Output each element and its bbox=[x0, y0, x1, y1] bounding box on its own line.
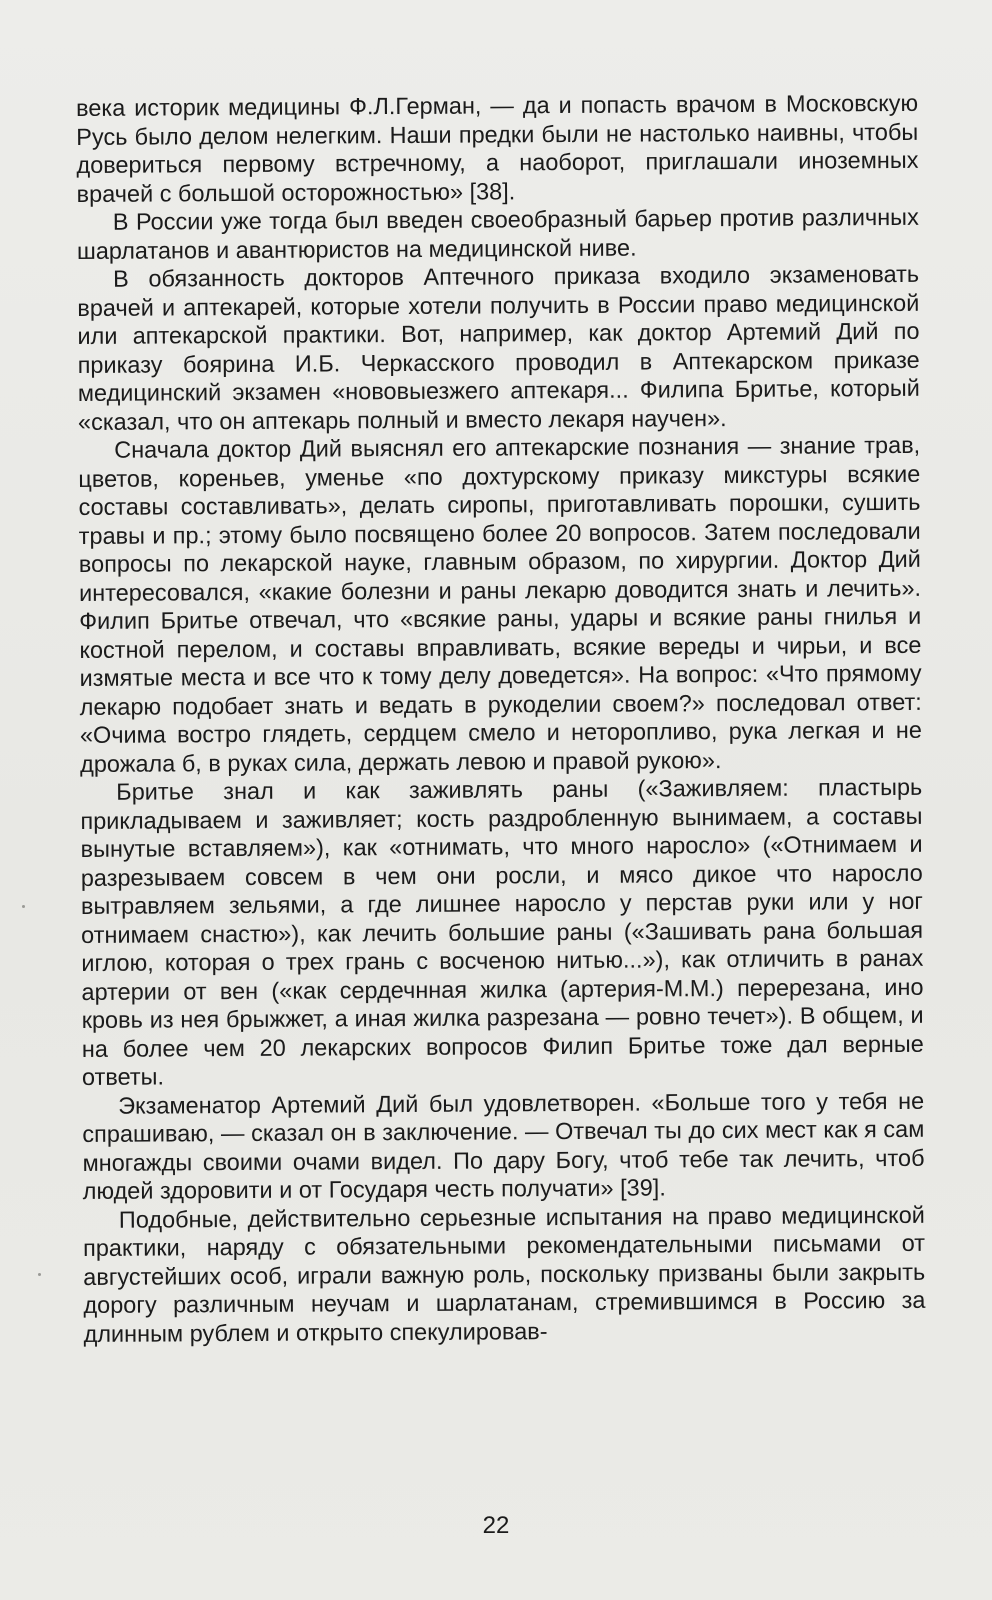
paragraph-1: века историк медицины Ф.Л.Герман, — да и попасть врачом в Московскую Русь было делом нелегким. Наши предки были не настолько наивны, чтобы довериться первому встречному, а наоборот, приглашали иноземных врачей с большой осторожностью» [38]. bbox=[76, 89, 919, 207]
scan-speck bbox=[22, 905, 25, 908]
paragraph-7: Подобные, действительно серьезные испытания на право медицинской практики, наряду с обязательными рекомендательными письмами от августейших особ, играли важную роль, поскольку призваны были закрыть дорогу различным неучам и шарлатанам, стремившимся в Россию за длинным рублем и открыто спекулировав- bbox=[82, 1201, 926, 1347]
text-column bbox=[76, 89, 926, 1348]
scan-speck bbox=[38, 1273, 41, 1276]
paragraph-3: В обязанность докторов Аптечного приказа входило экзаменовать врачей и аптекарей, которые хотели получить в России право медицинской или аптекарской практики. Вот, например, как доктор Артемий Дий по приказу боярина И.Б. Черкасского проводил в Аптекарском приказе медицинский экзамен «нововыезжего аптекаря... Филипа Бритье, который «сказал, что он аптекарь полный и вместо лекаря научен». bbox=[77, 260, 920, 435]
paragraph-6: Экзаменатор Артемий Дий был удовлетворен. «Больше того у тебя не спрашиваю, — сказал он в заключение. — Отвечал ты до сих мест как я сам многажды своими очами видел. По дару Богу, чтоб тебе так лечить, чтоб людей здоровити и от Государя честь получати» [39]. bbox=[82, 1087, 925, 1204]
paragraph-2: В России уже тогда был введен своеобразный барьер против различных шарлатанов и авантюристов на медицинской ниве. bbox=[76, 203, 919, 264]
paragraph-4: Сначала доктор Дий выяснял его аптекарские познания — знание трав, цветов, кореньев, уменье «по дохтурскому приказу микстуры всякие составы составливать», делать сиропы, приготавливать порошки, сушить травы и пр.; этому было посвящено более 20 вопросов. Затем последовали вопросы по лекарской науке, главным образом, по хирургии. Доктор Дий интересовался, «какие болезни и раны лекарю доводится знать и лечить». Филип Бритье отвечал, что «всякие раны, удары и всякие раны гнилья и костной перелом, и составы вправливать, всякие вереды и чирьи, и все измятые места и все что к тому делу доведется». На вопрос: «Что прямому лекарю подобает знать и ведать в рукоделии своем?» последовал ответ: «Очима востро глядеть, сердцем смело и неторопливо, рука легкая и не дрожала б, в руках сила, держать левою и правой рукою». bbox=[78, 431, 922, 777]
paragraph-5: Бритье знал и как заживлять раны («Заживляем: пластырь прикладываем и заживляет; кость раздробленную вынимаем, а составы вынутые вставляем»), как «отнимать, что много наросло» («Отнимаем и разрезываем совсем в чем они росли, и мясо дикое что наросло вытравляем зельями, а где лишнее наросло у перстав руки или у ног отнимаем снастю»), как лечить большие раны («Зашивать рана большая иглою, которая о трех грань с восченою нитью...»), как отличить в ранах артерии от вен («как сердечнная жилка (артерия-М.М.) перерезана, ино кровь из нея брыжжет, а иная жилка разрезана — ровно течет»). В общем, и на более чем 20 лекарских вопросов Филип Бритье тоже дал верные ответы. bbox=[80, 773, 924, 1090]
page-number: 22 bbox=[482, 1512, 510, 1539]
